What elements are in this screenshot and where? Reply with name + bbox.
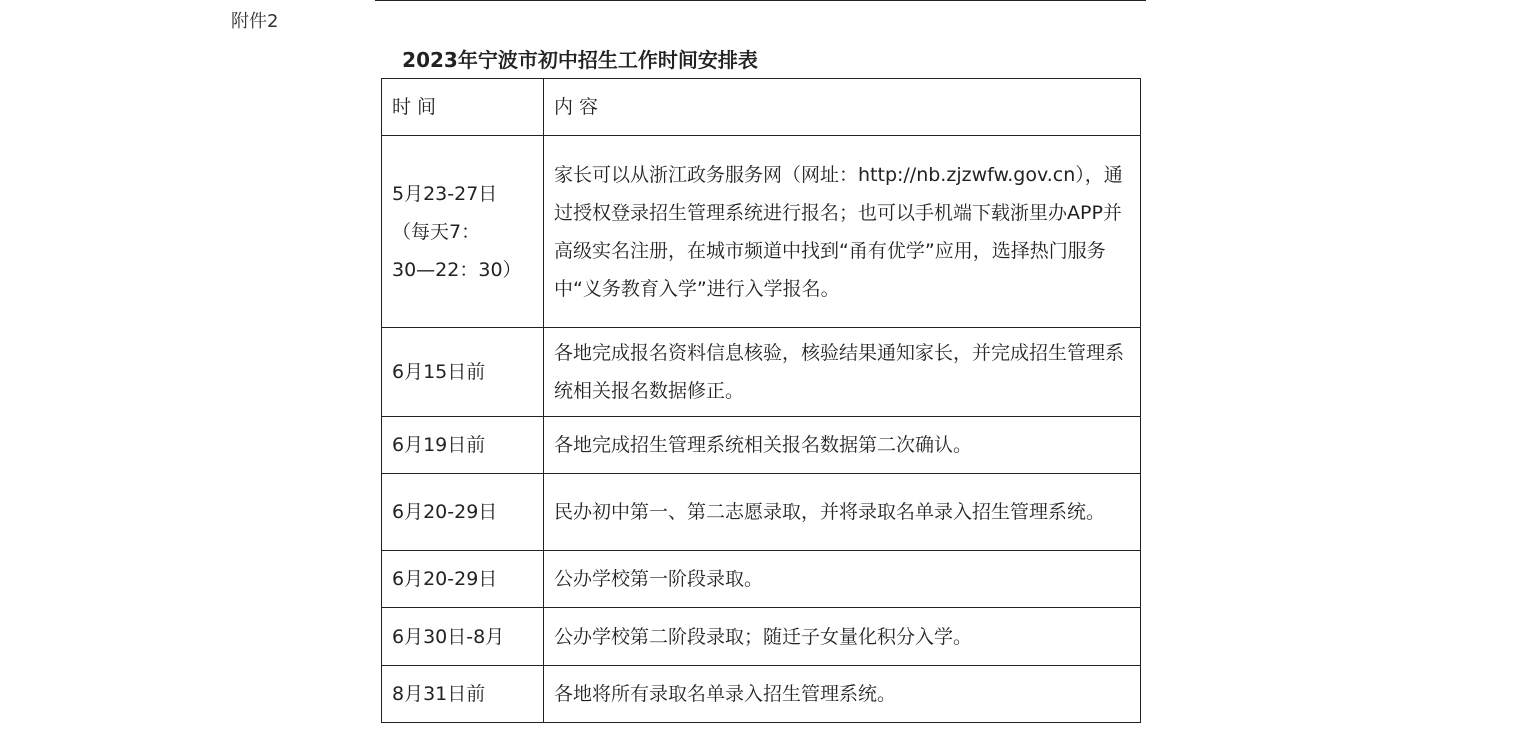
row-content: 各地完成招生管理系统相关报名数据第二次确认。 (544, 417, 1141, 474)
row-content: 公办学校第二阶段录取；随迁子女量化积分入学。 (544, 608, 1141, 666)
table-row (382, 328, 1141, 417)
row-content: 民办初中第一、第二志愿录取，并将录取名单录入招生管理系统。 (544, 474, 1141, 551)
row-time: 6月30日-8月 (382, 608, 544, 666)
table-row (382, 608, 1141, 666)
title-container (375, 46, 785, 74)
row-time: 6月20-29日 (382, 551, 544, 608)
row-time: 8月31日前 (382, 666, 544, 723)
table-row (382, 666, 1141, 723)
schedule-table (381, 78, 1141, 723)
header-content: 内 容 (544, 79, 1141, 136)
row-time: 6月15日前 (382, 328, 544, 417)
row-time: 6月20-29日 (382, 474, 544, 551)
table-row (382, 417, 1141, 474)
row-content: 各地将所有录取名单录入招生管理系统。 (544, 666, 1141, 723)
table-row (382, 474, 1141, 551)
row-content: 家长可以从浙江政务服务网（网址：http://nb.zjzwfw.gov.cn），通过授权登录招生管理系统进行报名；也可以手机端下载浙里办APP并高级实名注册，在城市频道中找到“甬有优学”应用，选择热门服务中“义务教育入学”进行入学报名。 (544, 136, 1141, 328)
document-title: 2023年宁波市初中招生工作时间安排表 (402, 48, 758, 72)
table-header-row (382, 79, 1141, 136)
table-row (382, 551, 1141, 608)
table-row (382, 136, 1141, 328)
header-time: 时 间 (382, 79, 544, 136)
row-time: 6月19日前 (382, 417, 544, 474)
row-content: 公办学校第一阶段录取。 (544, 551, 1141, 608)
top-divider (375, 0, 1146, 1)
row-content: 各地完成报名资料信息核验，核验结果通知家长，并完成招生管理系统相关报名数据修正。 (544, 328, 1141, 417)
row-time: 5月23-27日 （每天7： 30—22：30） (382, 136, 544, 328)
attachment-label: 附件2 (231, 11, 279, 32)
